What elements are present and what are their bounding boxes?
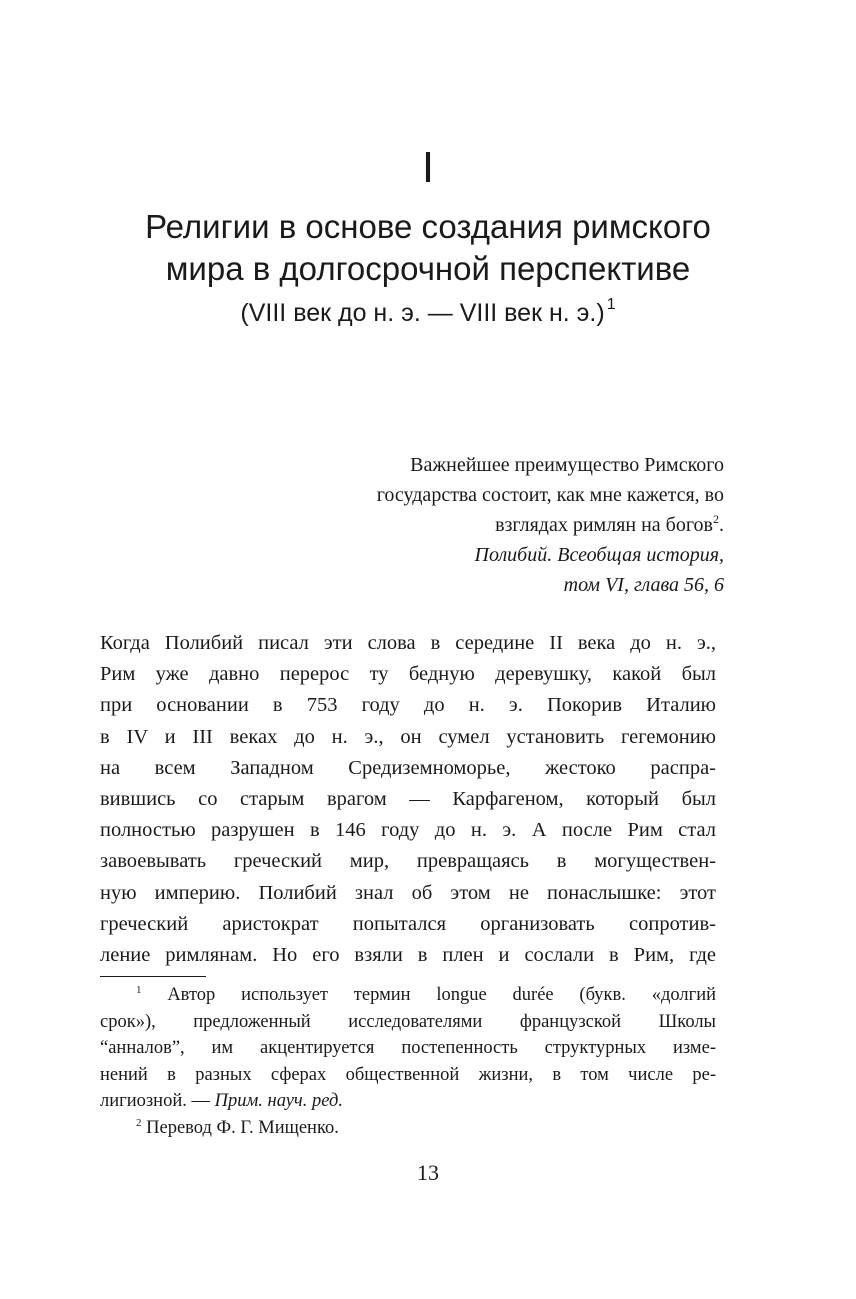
body-line: Когда Полибий писал эти слова в середине II века до н. э.,	[100, 632, 716, 654]
footnote-text: Автор использует термин longue durée (букв. «долгий	[167, 985, 716, 1005]
body-paragraph	[100, 628, 716, 971]
body-line: при основании в 753 году до н. э. Покорив Италию	[100, 694, 716, 717]
footnote-text: лигиозной. —	[100, 1091, 215, 1112]
footnote-text: Перевод Ф. Г. Мищенко.	[146, 1117, 339, 1138]
epigraph-line-end: .	[719, 514, 724, 536]
footnote-ref[interactable]: 1	[606, 296, 616, 313]
chapter-period: (VIII век до н. э. — VIII век н. э.)	[240, 299, 605, 327]
epigraph-line: государства состоит, как мне кажется, во	[376, 484, 724, 506]
body-line: Рим уже давно перерос ту бедную деревушку, какой был	[100, 663, 716, 686]
epigraph-line	[300, 510, 724, 540]
footnote-ref[interactable]: 2	[713, 512, 719, 526]
page-number: 13	[417, 1160, 439, 1185]
footnote-1-line	[100, 982, 716, 1009]
footnote-marker: 1	[136, 984, 142, 996]
body-line: в IV и III веках до н. э., он сумел установить гегемонию	[100, 725, 716, 748]
body-line: полностью разрушен в 146 году до н. э. А после Рим стал	[100, 819, 716, 842]
body-line: греческий аристократ попытался организовать сопротив-	[100, 912, 716, 935]
chapter-title-line: мира в долгосрочной перспективе	[165, 250, 691, 287]
footnote-divider	[100, 976, 206, 977]
epigraph-source	[300, 540, 724, 600]
editor-note: Прим. науч. ред.	[214, 1091, 343, 1112]
epigraph-source-line: том VI, глава 56, 6	[563, 574, 724, 596]
epigraph-line: Важнейшее преимущество Римского	[410, 454, 724, 476]
epigraph-line-text: взглядах римлян на богов	[495, 514, 713, 536]
footnote-1-line	[100, 1088, 716, 1115]
chapter-title-line: Религии в основе создания римского	[145, 208, 711, 245]
chapter-number: I	[421, 143, 435, 192]
footnote-2-line	[100, 1115, 716, 1142]
epigraph-source-line: Полибий. Всеобщая история,	[474, 544, 724, 566]
body-line: ную империю. Полибий знал об этом не понаслышке: этот	[100, 881, 716, 904]
footnote-1-line: “анналов”, им акцентируется постепенность структурных изме-	[100, 1038, 716, 1059]
body-line: завоевывать греческий мир, превращаясь в могуществен-	[100, 850, 716, 873]
body-line: вившись со старым врагом — Карфагеном, который был	[100, 787, 716, 810]
epigraph-quote	[300, 450, 724, 540]
chapter-title	[60, 206, 796, 290]
body-line: на всем Западном Средиземноморье, жестоко распра-	[100, 756, 716, 779]
chapter-subtitle	[60, 296, 796, 330]
footnotes	[100, 982, 716, 1142]
footnote-marker: 2	[136, 1116, 142, 1129]
body-line: ление римлянам. Но его взяли в плен и сослали в Рим, где	[100, 943, 716, 966]
footnote-1-line: срок»), предложенный исследователями французской Школы	[100, 1011, 716, 1032]
footnote-1-line: нений в разных сферах общественной жизни, в том числе ре-	[100, 1064, 716, 1085]
